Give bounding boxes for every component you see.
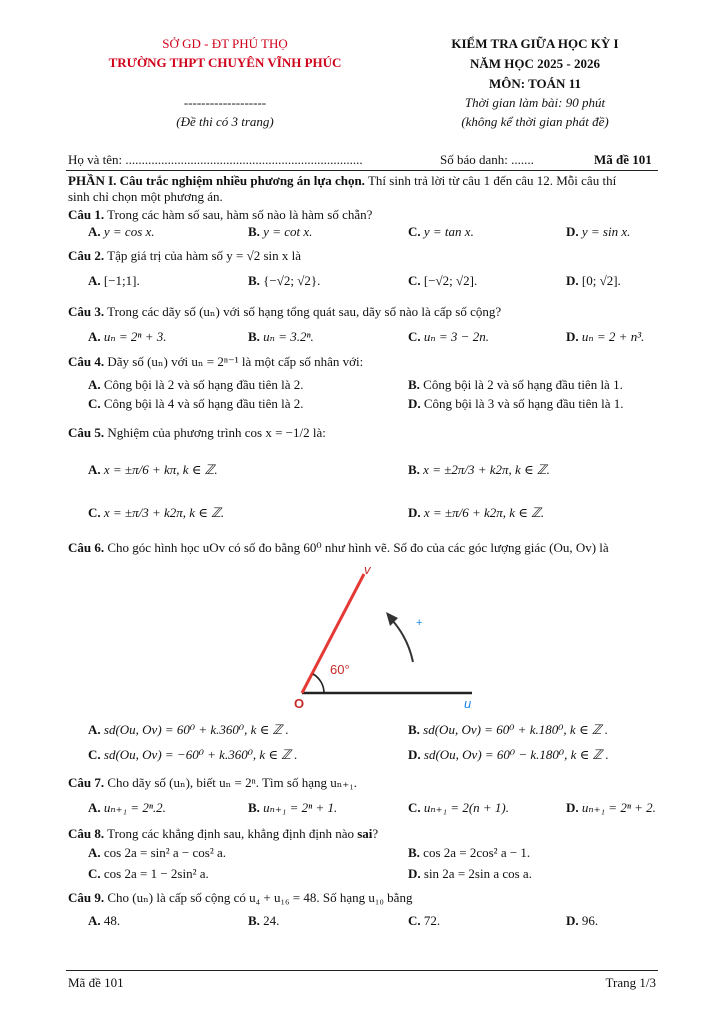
q9-option-c[interactable]: C. 72.: [408, 913, 441, 928]
question-text: Cho (uₙ) là cấp số cộng có u₄ + u₁₆ = 48. Số hạng u₁₀ bằng: [104, 890, 413, 905]
q6-option-a[interactable]: A. sd(Ou, Ov) = 60⁰ + k.360⁰, k ∈ ℤ .: [88, 722, 289, 737]
label-o: O: [294, 696, 305, 710]
q4-option-a[interactable]: A. Công bội là 2 và số hạng đầu tiên là 2.: [88, 377, 304, 392]
q4-option-d[interactable]: D. Công bội là 3 và số hạng đầu tiên là 1.: [408, 396, 624, 411]
q8-option-a[interactable]: A. cos 2a = sin² a − cos² a.: [88, 845, 226, 860]
q2-option-d[interactable]: D. [0; √2].: [566, 273, 621, 288]
question-2: [68, 248, 301, 264]
part1-title: PHẦN I. Câu trắc nghiệm nhiều phương án lựa chọn.: [68, 173, 365, 188]
plus-sign: +: [416, 617, 423, 629]
header-pages-note: (Đề thi có 3 trang): [176, 114, 274, 129]
school-year: NĂM HỌC 2025 - 2026: [470, 56, 600, 71]
name-field-label: Họ và tên: .........................................................................: [68, 152, 363, 167]
question-text: Trong các hàm số sau, hàm số nào là hàm số chẵn?: [104, 207, 373, 222]
q8-option-d[interactable]: D. sin 2a = 2sin a cos a.: [408, 866, 532, 881]
duration-note: (không kể thời gian phát đề): [461, 114, 609, 129]
q3-option-a[interactable]: A. uₙ = 2ⁿ + 3.: [88, 329, 167, 344]
angle-arc: [313, 674, 324, 693]
q5-option-b[interactable]: B. x = ±2π/3 + k2π, k ∈ ℤ.: [408, 462, 550, 477]
q3-option-c[interactable]: C. uₙ = 3 − 2n.: [408, 329, 489, 344]
header-school: TRƯỜNG THPT CHUYÊN VĨNH PHÚC: [108, 55, 342, 70]
question-3: [68, 304, 501, 320]
question-text: Trong các khẳng định sau, khẳng định định nào: [104, 826, 358, 841]
q9-option-d[interactable]: D. 96.: [566, 913, 599, 928]
q1-option-c[interactable]: C. y = tan x.: [408, 224, 474, 239]
q7-option-d[interactable]: D. uₙ₊₁ = 2ⁿ + 2.: [566, 800, 656, 815]
angle-figure: [280, 560, 480, 710]
exam-code: Mã đề 101: [594, 152, 652, 167]
q1-option-a[interactable]: A. y = cos x.: [88, 224, 155, 239]
direction-arc: [392, 620, 413, 662]
question-1: [68, 207, 372, 223]
question-label: Câu 7.: [68, 775, 105, 790]
q7-option-b[interactable]: B. uₙ₊₁ = 2ⁿ + 1.: [248, 800, 338, 815]
header-dashes: -------------------: [183, 95, 267, 110]
q2-option-c[interactable]: C. [−√2; √2].: [408, 273, 478, 288]
question-6: [68, 540, 609, 556]
footer-exam-code: Mã đề 101: [68, 975, 124, 990]
q6-option-b[interactable]: B. sd(Ou, Ov) = 60⁰ + k.180⁰, k ∈ ℤ .: [408, 722, 608, 737]
subject: MÔN: TOÁN 11: [489, 76, 581, 91]
question-label: Câu 5.: [68, 425, 105, 440]
duration: Thời gian làm bài: 90 phút: [464, 95, 606, 110]
q3-option-d[interactable]: D. uₙ = 2 + n³.: [566, 329, 645, 344]
question-label: Câu 8.: [68, 826, 105, 841]
question-4: [68, 354, 363, 370]
part1-heading: [68, 173, 616, 189]
question-text: Tập giá trị của hàm số y = √2 sin x là: [104, 248, 302, 263]
q8-option-b[interactable]: B. cos 2a = 2cos² a − 1.: [408, 845, 531, 860]
q1-option-b[interactable]: B. y = cot x.: [248, 224, 313, 239]
footer-page-number: Trang 1/3: [605, 975, 656, 990]
question-text: Cho góc hình học uOv có số đo bằng 60⁰ như hình vẽ. Số đo của các góc lượng giác (Ou, Ov) là: [104, 540, 609, 555]
question-8: Câu 8. Trong các khẳng định sau, khẳng định định nào sai?: [68, 826, 379, 841]
question-label: Câu 1.: [68, 207, 105, 222]
q4-option-b[interactable]: B. Công bội là 2 và số hạng đầu tiên là 1.: [408, 377, 623, 392]
q4-option-c[interactable]: C. Công bội là 4 và số hạng đầu tiên là 2.: [88, 396, 304, 411]
question-label: Câu 6.: [68, 540, 105, 555]
label-v: v: [364, 562, 371, 577]
q3-option-b[interactable]: B. uₙ = 3.2ⁿ.: [248, 329, 314, 344]
question-7: [68, 775, 357, 791]
question-label: Câu 9.: [68, 890, 105, 905]
q2-option-b[interactable]: B. {−√2; √2}.: [248, 273, 321, 288]
exam-title: KIỂM TRA GIỮA HỌC KỲ I: [451, 36, 619, 51]
question-emphasis: sai: [357, 826, 373, 841]
footer-divider: [66, 970, 658, 971]
question-text: Cho dãy số (uₙ), biết uₙ = 2ⁿ. Tìm số hạng uₙ₊₁.: [104, 775, 357, 790]
part1-instruction: Thí sinh trả lời từ câu 1 đến câu 12. Mỗi câu thí: [364, 173, 617, 188]
q9-option-b[interactable]: B. 24.: [248, 913, 280, 928]
angle-label: 60°: [330, 662, 350, 677]
question-label: Câu 2.: [68, 248, 105, 263]
question-text: Dãy số (uₙ) với uₙ = 2ⁿ⁻¹ là một cấp số nhân với:: [104, 354, 364, 369]
q1-option-d[interactable]: D. y = sin x.: [566, 224, 631, 239]
q2-option-a[interactable]: A. [−1;1].: [88, 273, 140, 288]
q5-option-c[interactable]: C. x = ±π/3 + k2π, k ∈ ℤ.: [88, 505, 225, 520]
question-5: [68, 425, 326, 441]
q7-option-a[interactable]: A. uₙ₊₁ = 2ⁿ.2.: [88, 800, 166, 815]
q7-option-c[interactable]: C. uₙ₊₁ = 2(n + 1).: [408, 800, 509, 815]
question-9: [68, 890, 412, 906]
q6-option-d[interactable]: D. sd(Ou, Ov) = 60⁰ − k.180⁰, k ∈ ℤ .: [408, 747, 609, 762]
part1-instruction-cont: sinh chỉ chọn một phương án.: [68, 189, 223, 204]
label-u: u: [464, 696, 472, 710]
q5-option-d[interactable]: D. x = ±π/6 + k2π, k ∈ ℤ.: [408, 505, 545, 520]
header-dept: SỞ GD - ĐT PHÚ THỌ: [162, 36, 288, 51]
q6-option-c[interactable]: C. sd(Ou, Ov) = −60⁰ + k.360⁰, k ∈ ℤ .: [88, 747, 298, 762]
id-field-label: Số báo danh: .......: [440, 152, 534, 167]
question-label: Câu 3.: [68, 304, 105, 319]
q9-option-a[interactable]: A. 48.: [88, 913, 121, 928]
question-text: Nghiệm của phương trình cos x = −1/2 là:: [104, 425, 326, 440]
question-label: Câu 4.: [68, 354, 105, 369]
q5-option-a[interactable]: A. x = ±π/6 + kπ, k ∈ ℤ.: [88, 462, 218, 477]
q8-option-c[interactable]: C. cos 2a = 1 − 2sin² a.: [88, 866, 209, 881]
header-divider: [66, 170, 658, 171]
question-text: Trong các dãy số (uₙ) với số hạng tổng quát sau, dãy số nào là cấp số cộng?: [104, 304, 502, 319]
